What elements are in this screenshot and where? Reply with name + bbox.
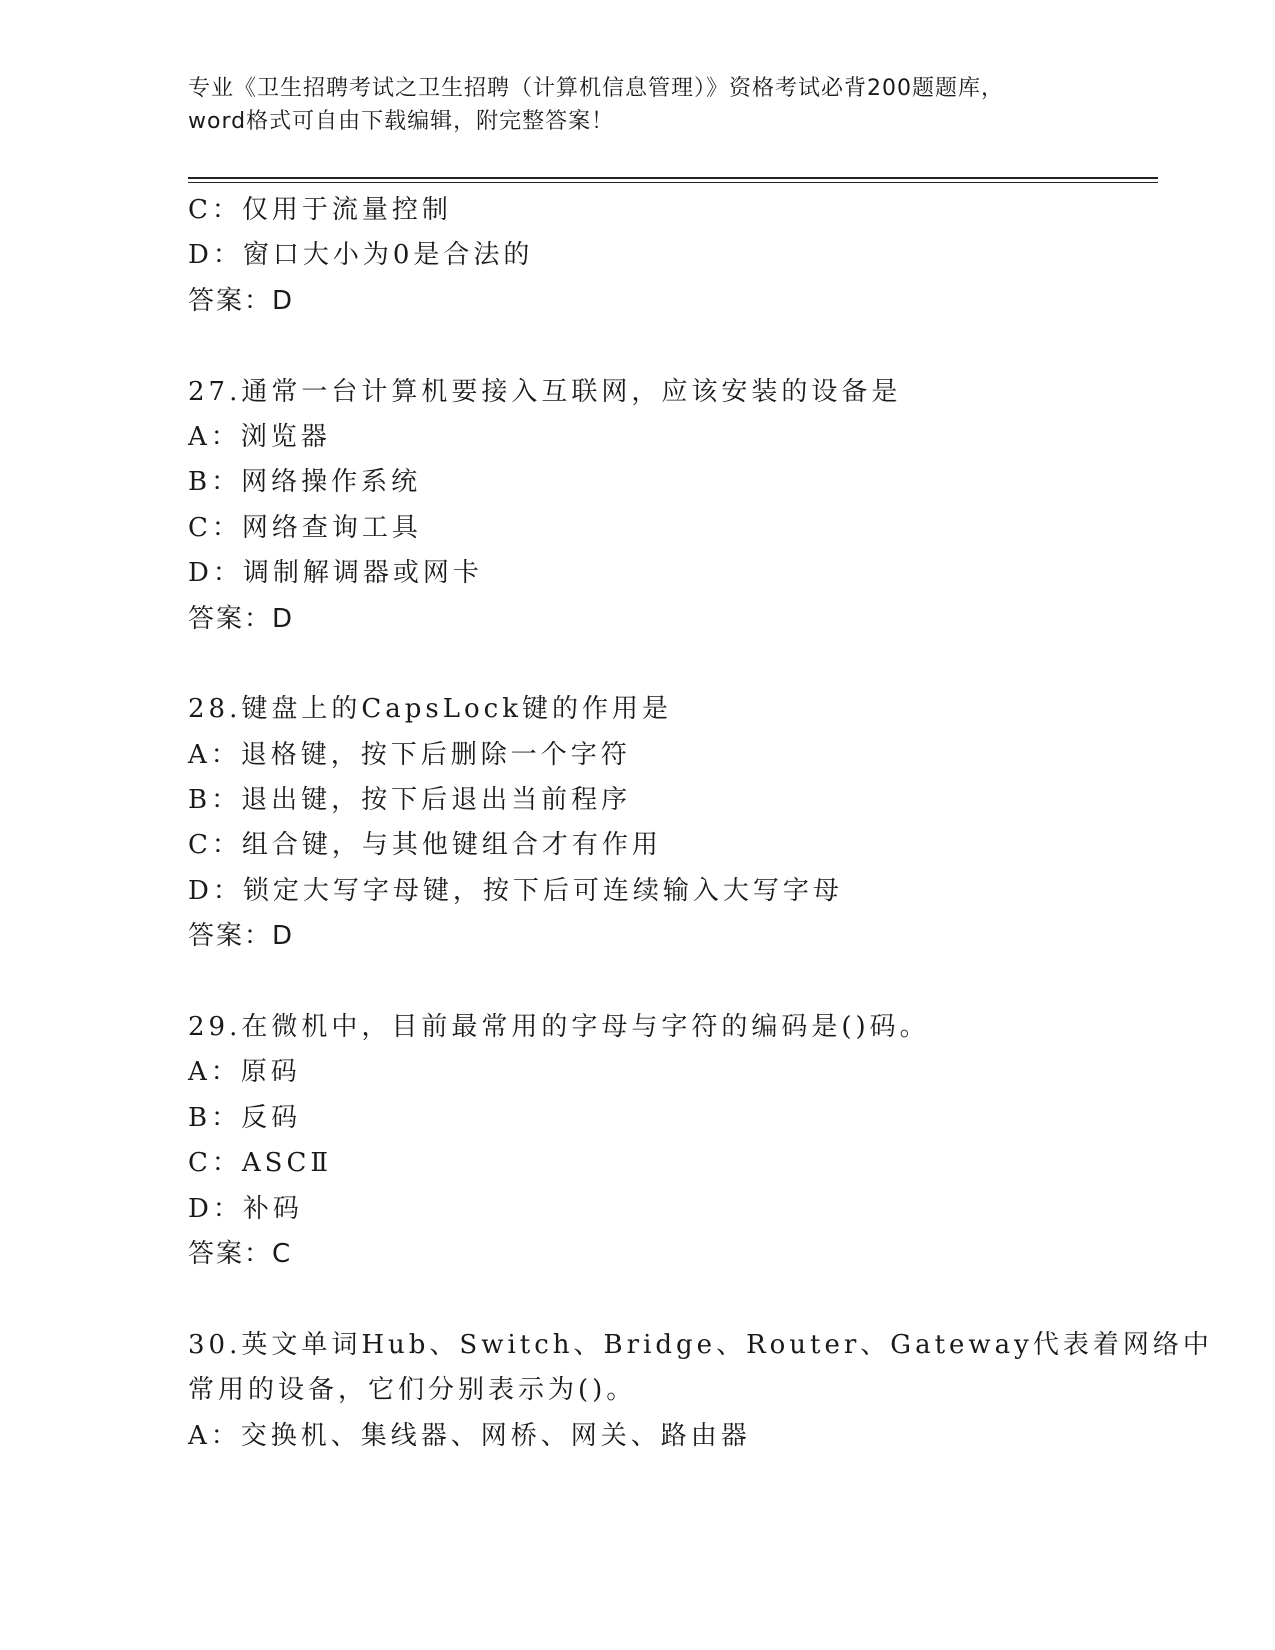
q29-option-b: B：反码 [188, 1102, 302, 1133]
prev-option-d: D：窗口大小为0是合法的 [188, 240, 534, 271]
spacer [188, 324, 1088, 369]
q27-answer: 答案：D [188, 603, 295, 634]
spacer [188, 1277, 1088, 1322]
q28-option-a: A：退格键，按下后删除一个字符 [188, 739, 631, 770]
question-29: 29.在微机中，目前最常用的字母与字符的编码是()码。 [188, 1012, 930, 1043]
document-header [188, 72, 1088, 138]
question-30-line-2: 常用的设备，它们分别表示为()。 [188, 1375, 637, 1406]
q29-answer: 答案：C [188, 1238, 293, 1269]
prev-answer: 答案：D [188, 285, 295, 316]
spacer [188, 642, 1088, 687]
q27-option-d: D：调制解调器或网卡 [188, 558, 483, 589]
q28-option-b: B：退出键，按下后退出当前程序 [188, 785, 632, 816]
q30-option-a: A：交换机、集线器、网桥、网关、路由器 [188, 1420, 751, 1451]
q28-option-c: C：组合键，与其他键组合才有作用 [188, 830, 662, 861]
spacer [188, 960, 1088, 1005]
question-30-line-1: 30.英文单词Hub、Switch、Bridge、Router、Gateway代表着网络中 [188, 1329, 1213, 1360]
q27-option-c: C：网络查询工具 [188, 512, 422, 543]
question-body [188, 188, 1213, 1459]
header-line-1: 专业《卫生招聘考试之卫生招聘（计算机信息管理）》资格考试必背200题题库， [188, 76, 1004, 101]
header-divider-thick [188, 177, 1158, 179]
q27-option-b: B：网络操作系统 [188, 467, 422, 498]
q27-option-a: A：浏览器 [188, 421, 331, 452]
question-28: 28.键盘上的CapsLock键的作用是 [188, 694, 672, 725]
header-divider-thin [188, 182, 1158, 183]
question-27: 27.通常一台计算机要接入互联网，应该安装的设备是 [188, 376, 902, 407]
prev-option-c: C：仅用于流量控制 [188, 195, 452, 225]
header-line-2: word格式可自由下载编辑，附完整答案！ [188, 109, 615, 134]
q29-option-a: A：原码 [188, 1057, 301, 1088]
q29-option-d: D：补码 [188, 1193, 303, 1224]
q29-option-c: C：ASCⅡ [188, 1148, 333, 1179]
q28-answer: 答案：D [188, 921, 295, 952]
q28-option-d: D：锁定大写字母键，按下后可连续输入大写字母 [188, 875, 843, 906]
